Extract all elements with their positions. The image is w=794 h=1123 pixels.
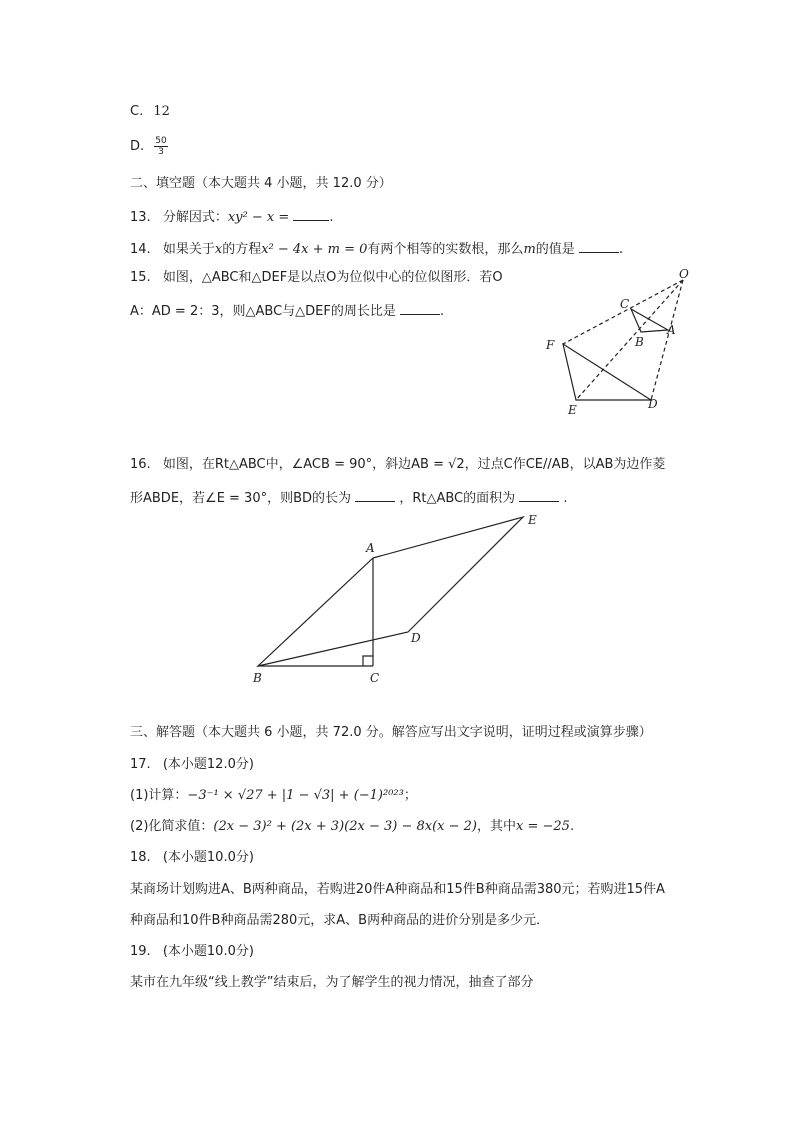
q17-part-2-mid: ，其中: [476, 819, 516, 834]
q15-end: .: [440, 304, 445, 319]
q14-number: 14.: [130, 242, 151, 257]
q14-var-x: x: [214, 242, 223, 257]
label-c: C: [620, 297, 630, 311]
label-o: O: [679, 268, 689, 281]
question-19-line-1: 某市在九年级“线上教学”结束后，为了解学生的视力情况，抽查了部分: [130, 975, 534, 990]
q17-part-2-label: (2)化简求值：: [130, 819, 214, 834]
q17-part-2-expression: (2x − 3)² + (2x + 3)(2x − 3) − 8x(x − 2): [213, 819, 477, 834]
label-d: D: [411, 631, 421, 645]
option-d-fraction: [154, 136, 167, 157]
label-a: A: [667, 323, 676, 337]
label-e: E: [568, 403, 577, 417]
question-17-header: [130, 755, 254, 775]
option-d-label: D.: [130, 139, 145, 154]
question-17-part-1: [130, 786, 417, 806]
label-f: F: [546, 338, 555, 352]
label-b: B: [635, 335, 644, 349]
q16-text-line-2a: 形ABDE，若∠E = 30°，则BD的长为: [130, 491, 352, 506]
q17-part-2-end: .: [569, 819, 575, 834]
label-a: A: [366, 541, 375, 555]
question-19-header: [130, 942, 254, 962]
q17-part-2-condition: x = −25: [516, 819, 570, 834]
q13-end: .: [329, 210, 334, 225]
q18-score: (本小题10.0分): [162, 850, 254, 865]
fraction-denominator: 3: [158, 147, 164, 157]
right-angle-mark: [363, 656, 373, 666]
q15-text-line-2: A：AD = 2：3，则△ABC与△DEF的周长比是: [130, 304, 396, 319]
q15-answer-blank[interactable]: [400, 300, 440, 315]
question-18-line-1: 某商场计划购进A、B两种商品，若购进20件A种商品和15件B种商品需380元；若购进15件A: [130, 882, 665, 897]
rhombus-abde: [258, 517, 523, 666]
q14-text-a: 如果关于: [162, 242, 215, 257]
question-18-line-2: 种商品和10件B种商品需280元，求A、B两种商品的进价分别是多少元．: [130, 913, 550, 928]
ray-o-e: [576, 280, 683, 400]
option-d: [130, 136, 168, 157]
question-13: [130, 206, 334, 228]
q16-figure: [245, 505, 545, 690]
option-c-label: C.: [130, 104, 144, 119]
q14-text-e: 有两个相等的实数根，那么: [367, 242, 524, 257]
label-d: D: [648, 397, 658, 411]
section-answer-title: 三、解答题（本大题共 6 小题，共 72.0 分。解答应写出文字说明，证明过程或演算步骤）: [130, 725, 652, 740]
triangle-abc: [631, 309, 668, 332]
label-c: C: [370, 671, 380, 685]
q19-score: (本小题10.0分): [162, 944, 254, 959]
q15-text-line-1: 如图，△ABC和△DEF是以点O为位似中心的位似图形．若O: [162, 270, 503, 285]
q13-answer-blank[interactable]: [293, 206, 329, 221]
question-14: [130, 238, 623, 260]
question-16-line-1: [130, 455, 665, 475]
q16-text-line-2b: ，Rt△ABC的面积为: [399, 491, 516, 506]
q14-end: .: [618, 242, 624, 257]
q16-answer-blank-2[interactable]: [519, 487, 559, 502]
question-15-line-1: [130, 268, 503, 288]
question-18-header: [130, 848, 254, 868]
q14-text-c: 的方程: [222, 242, 262, 257]
option-c-value: 12: [153, 104, 170, 119]
label-e: E: [528, 513, 537, 527]
option-c: [130, 102, 170, 122]
q17-part-1-label: (1)计算：: [130, 788, 188, 803]
section-fill-in-title: 二、填空题（本大题共 4 小题，共 12.0 分）: [130, 176, 392, 191]
triangle-def: [563, 344, 651, 400]
q16-end: .: [563, 491, 568, 506]
q15-number: 15.: [130, 270, 151, 285]
ray-o-c: [563, 280, 683, 344]
q16-text-line-1: 如图，在Rt△ABC中，∠ACB = 90°，斜边AB = √2，过点C作CE//AB，以AB为边作菱: [162, 457, 666, 472]
question-15-line-2: [130, 300, 444, 322]
q14-answer-blank[interactable]: [579, 238, 619, 253]
fraction-numerator: 50: [155, 136, 167, 146]
q13-text: 分解因式：: [162, 210, 228, 225]
q19-number: 19.: [130, 944, 151, 959]
q14-equation: x² − 4x + m = 0: [261, 242, 368, 257]
q14-text-g: 的值是: [535, 242, 575, 257]
q13-expression: xy² − x =: [227, 210, 290, 225]
q15-figure: [540, 268, 700, 418]
label-b: B: [253, 671, 262, 685]
q17-part-1-end: ；: [403, 788, 417, 803]
q14-var-m: m: [523, 242, 536, 257]
q16-number: 16.: [130, 457, 151, 472]
q17-number: 17.: [130, 757, 151, 772]
q17-part-1-expression: −3⁻¹ × √27 + |1 − √3| + (−1)²⁰²³: [187, 788, 404, 803]
q16-answer-blank-1[interactable]: [355, 487, 395, 502]
q18-number: 18.: [130, 850, 151, 865]
question-17-part-2: [130, 817, 574, 837]
q17-score: (本小题12.0分): [162, 757, 254, 772]
q13-number: 13.: [130, 210, 151, 225]
